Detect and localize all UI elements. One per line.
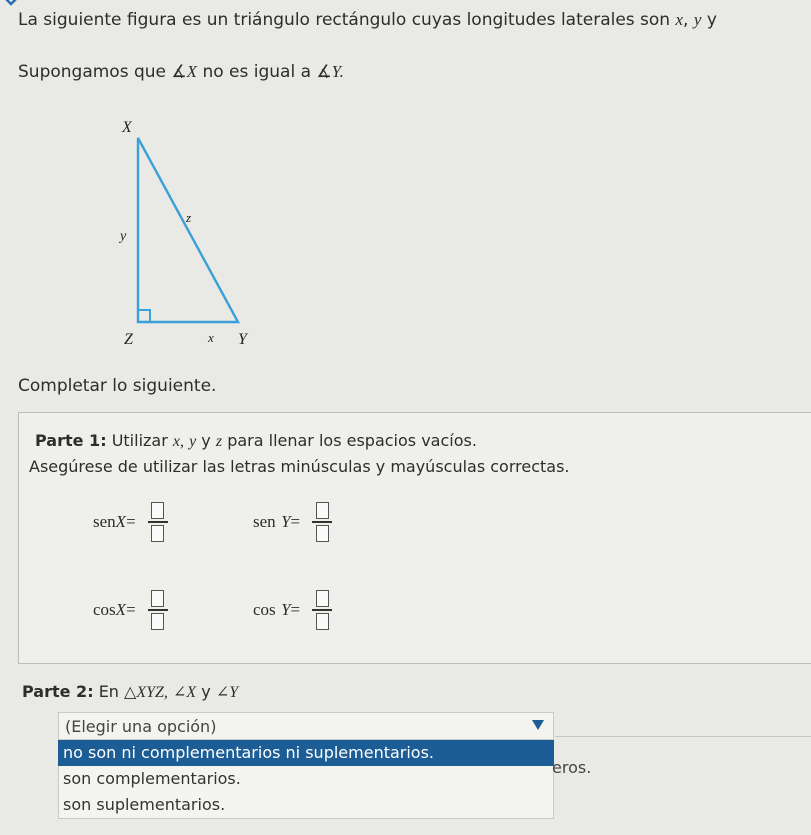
angle-symbol: ∡ (171, 62, 187, 81)
fraction-bar (312, 609, 332, 611)
fraction-bar (148, 521, 168, 523)
problem-statement-line1: La siguiente figura es un triángulo rectángulo cuyas longitudes laterales son x, y y (18, 10, 717, 30)
side-x-label: x (208, 330, 214, 345)
denominator-input[interactable] (151, 613, 164, 630)
vertex-z-label: Z (124, 331, 133, 348)
dropdown-placeholder: (Elegir una opción) (65, 717, 217, 736)
triangle-svg (110, 112, 270, 352)
problem-statement-line2: Supongamos que ∡X no es igual a ∡Y. (18, 62, 344, 82)
vertex-y-label: Y (238, 331, 247, 348)
numerator-input[interactable] (316, 590, 329, 607)
var-y: y (693, 10, 702, 29)
equation-sen-x: sen X = (93, 501, 168, 543)
right-triangle-figure (110, 112, 270, 352)
numerator-input[interactable] (316, 502, 329, 519)
fraction-input (148, 589, 168, 631)
option-neither[interactable]: no son ni complementarios ni suplementarios. (58, 740, 554, 766)
side-y-label: y (120, 229, 127, 244)
equation-sen-y: sen Y = (253, 501, 332, 543)
var-x: x (675, 10, 684, 29)
fraction-input (312, 589, 332, 631)
equation-cos-y: cos Y = (253, 589, 332, 631)
completar-heading: Completar lo siguiente. (18, 376, 217, 396)
dropdown-arrow-icon[interactable] (531, 719, 545, 731)
option-complementary[interactable]: son complementarios. (58, 766, 554, 792)
vertex-x-label: X (122, 119, 132, 136)
fraction-bar (312, 521, 332, 523)
fraction-bar (148, 609, 168, 611)
option-dropdown[interactable] (58, 712, 554, 740)
divider (555, 736, 811, 737)
numerator-input[interactable] (151, 590, 164, 607)
side-z-label: z (186, 210, 192, 225)
part2-title: Parte 2: En △XYZ, ∠X y ∠Y (22, 682, 239, 701)
occluded-text: eros. (552, 758, 592, 777)
denominator-input[interactable] (316, 613, 329, 630)
denominator-input[interactable] (151, 525, 164, 542)
option-supplementary[interactable]: son suplementarios. (58, 792, 554, 819)
part1-note: Asegúrese de utilizar las letras minúsculas y mayúsculas correctas. (29, 457, 570, 476)
equation-cos-x: cos X = (93, 589, 168, 631)
dropdown-options-list (58, 740, 554, 819)
numerator-input[interactable] (151, 502, 164, 519)
part1-title: Parte 1: Utilizar x, y y z para llenar los espacios vacíos. (35, 431, 477, 450)
chevron-down-icon[interactable] (0, 0, 22, 8)
denominator-input[interactable] (316, 525, 329, 542)
fraction-input (312, 501, 332, 543)
fraction-input (148, 501, 168, 543)
part1-panel (18, 412, 811, 664)
